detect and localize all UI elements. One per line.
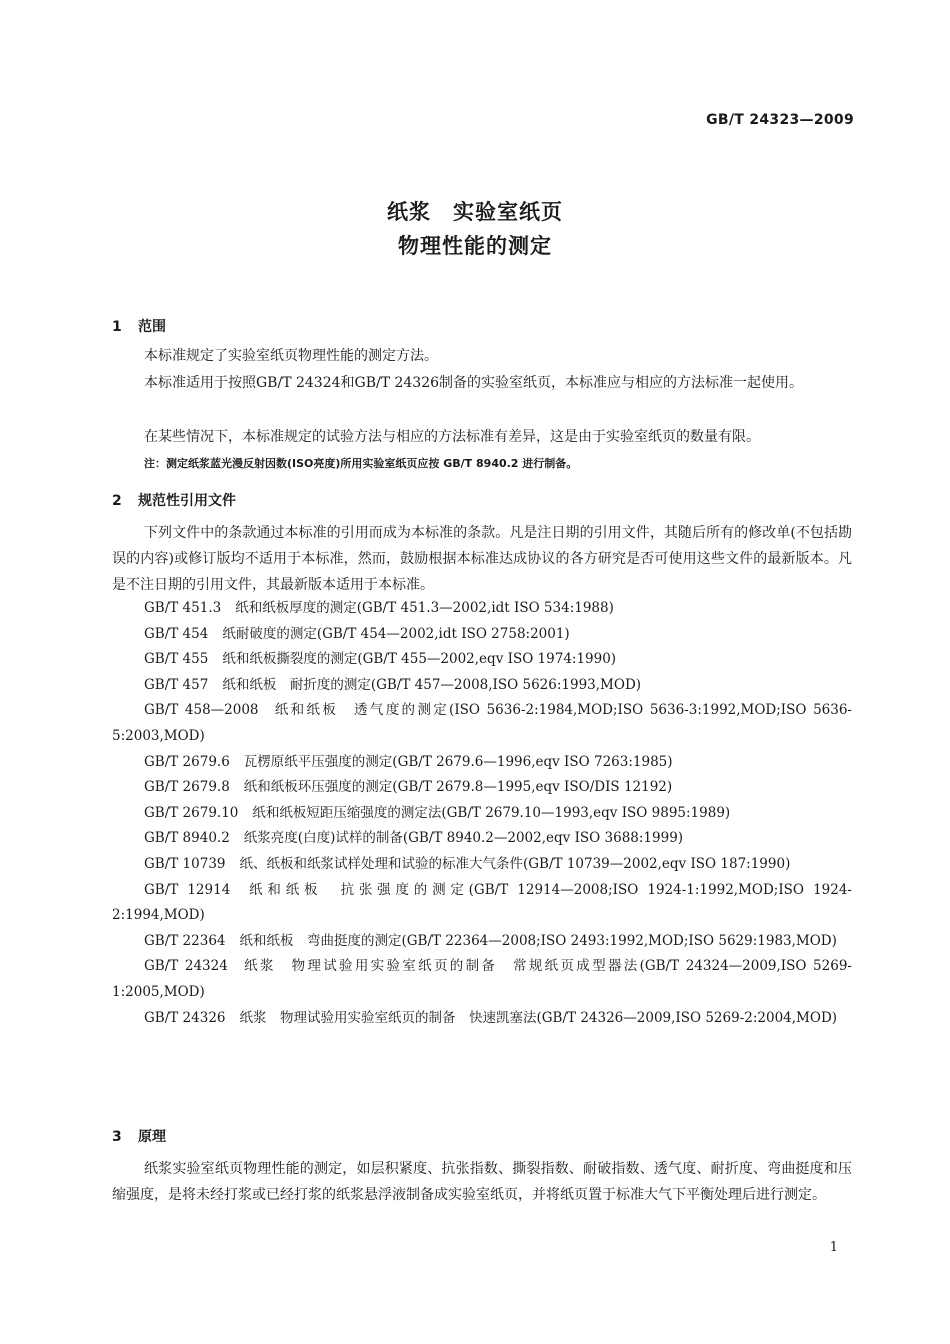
reference-title: 纸和纸板撕裂度的测定(GB/T 455—2002,eqv ISO 1974:1990) (222, 651, 617, 668)
section-2-heading (112, 490, 236, 510)
reference-code: GB/T 2679.8 (144, 779, 230, 796)
section-1-number: 1 (112, 319, 122, 335)
normative-references-list (112, 596, 852, 1031)
reference-code: GB/T 24324 (144, 958, 228, 975)
section-1-paragraph-1: 本标准规定了实验室纸页物理性能的测定方法。 (144, 348, 438, 364)
reference-title: 纸浆 物理试验用实验室纸页的制备 常规纸页成型器法(GB/T 24324—2009,ISO 5269-1:2005,MOD) (112, 958, 852, 1000)
reference-title: 纸浆 物理试验用实验室纸页的制备 快速凯塞法(GB/T 24326—2009,ISO 5269-2:2004,MOD) (239, 1009, 838, 1026)
reference-item (112, 673, 852, 699)
document-title-line2: 物理性能的测定 (398, 234, 552, 258)
section-1-heading (112, 316, 166, 336)
reference-code: GB/T 2679.6 (144, 753, 230, 770)
reference-item (112, 622, 852, 648)
reference-code: GB/T 10739 (144, 855, 226, 872)
reference-item (112, 929, 852, 955)
section-2-title: 规范性引用文件 (138, 493, 236, 509)
reference-code: GB/T 451.3 (144, 600, 222, 616)
reference-item (112, 647, 852, 673)
page-number: 1 (829, 1240, 838, 1255)
reference-item (112, 596, 852, 622)
reference-title: 纸和纸板 透气度的测定(ISO 5636-2:1984,MOD;ISO 5636-3:1992,MOD;ISO 5636-5:2003,MOD) (112, 702, 852, 744)
reference-item (112, 750, 852, 776)
reference-title: 纸、纸板和纸浆试样处理和试验的标准大气条件(GB/T 10739—2002,eqv ISO 187:1990) (239, 855, 791, 872)
reference-title: 纸和纸板 耐折度的测定(GB/T 457—2008,ISO 5626:1993,MOD) (222, 676, 642, 693)
reference-code: GB/T 458—2008 (144, 702, 259, 719)
reference-title: 纸耐破度的测定(GB/T 454—2002,idt ISO 2758:2001) (222, 625, 570, 642)
reference-code: GB/T 24326 (144, 1009, 226, 1026)
reference-item (112, 878, 852, 929)
title-part-pulp: 纸浆 (387, 200, 431, 224)
reference-code: GB/T 22364 (144, 932, 226, 949)
reference-item (112, 698, 852, 749)
reference-title: 纸浆亮度(白度)试样的制备(GB/T 8940.2—2002,eqv ISO 3688:1999) (243, 830, 684, 847)
document-title-line1 (0, 196, 950, 226)
section-1-paragraph-2: 本标准适用于按照GB/T 24324和GB/T 24326制备的实验室纸页，本标准应与相应的方法标准一起使用。 (144, 375, 804, 391)
reference-code: GB/T 457 (144, 676, 209, 693)
reference-code: GB/T 8940.2 (144, 830, 230, 847)
reference-code: GB/T 2679.10 (144, 804, 239, 821)
reference-title: 纸和纸板 弯曲挺度的测定(GB/T 22364—2008;ISO 2493:1992,MOD;ISO 5629:1983,MOD) (239, 932, 837, 949)
title-part-handsheets: 实验室纸页 (453, 200, 563, 224)
reference-code: GB/T 12914 (144, 881, 231, 898)
section-2-number: 2 (112, 493, 122, 509)
section-1-note: 注：测定纸浆蓝光漫反射因数(ISO亮度)所用实验室纸页应按 GB/T 8940.2 进行制备。 (144, 457, 578, 470)
section-3-paragraph: 纸浆实验室纸页物理性能的测定，如层积紧度、抗张指数、撕裂指数、耐破指数、透气度、耐折度、弯曲挺度和压缩强度，是将未经打浆或已经打浆的纸浆悬浮液制备成实验室纸页，并将纸页置于标准大气下平衡处理后进行测定。 (112, 1161, 852, 1203)
reference-title: 纸和纸板厚度的测定(GB/T 451.3—2002,idt ISO 534:1988) (235, 600, 614, 616)
reference-code: GB/T 454 (144, 625, 209, 642)
section-1-title: 范围 (138, 319, 166, 335)
reference-title: 纸和纸板环压强度的测定(GB/T 2679.8—1995,eqv ISO/DIS 12192) (243, 779, 673, 796)
section-3-heading (112, 1126, 166, 1146)
section-3-title: 原理 (138, 1129, 166, 1145)
reference-item (112, 954, 852, 1005)
reference-code: GB/T 455 (144, 651, 209, 668)
reference-item (112, 852, 852, 878)
reference-title: 纸和纸板 抗张强度的测定(GB/T 12914—2008;ISO 1924-1:1992,MOD;ISO 1924-2:1994,MOD) (112, 881, 852, 924)
reference-item (112, 826, 852, 852)
section-2-intro: 下列文件中的条款通过本标准的引用而成为本标准的条款。凡是注日期的引用文件，其随后所有的修改单(不包括勘误的内容)或修订版均不适用于本标准，然而，鼓励根据本标准达成协议的各方研究是否可使用这些文件的最新版本。凡是不注日期的引用文件，其最新版本适用于本标准。 (112, 525, 852, 593)
reference-item (112, 801, 852, 827)
reference-title: 瓦楞原纸平压强度的测定(GB/T 2679.6—1996,eqv ISO 7263:1985) (243, 753, 673, 770)
reference-item (112, 1006, 852, 1032)
reference-title: 纸和纸板短距压缩强度的测定法(GB/T 2679.10—1993,eqv ISO 9895:1989) (252, 804, 731, 821)
section-1-paragraph-3: 在某些情况下，本标准规定的试验方法与相应的方法标准有差异，这是由于实验室纸页的数量有限。 (144, 429, 760, 445)
standard-number: GB/T 24323—2009 (706, 112, 854, 128)
reference-item (112, 775, 852, 801)
section-3-number: 3 (112, 1129, 122, 1145)
